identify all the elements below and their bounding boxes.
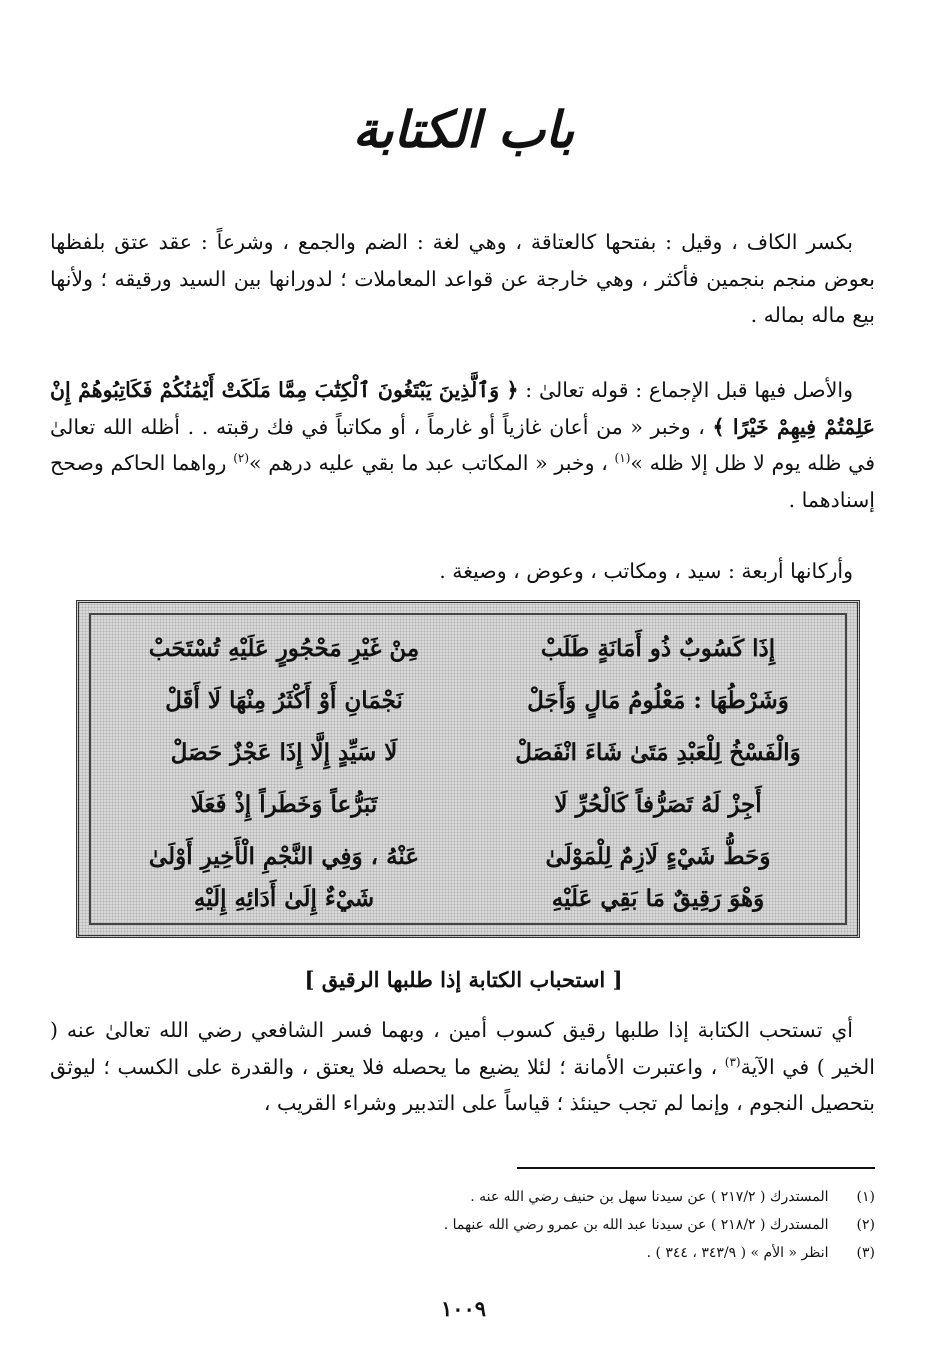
footnote-ref-1[interactable]: (١) <box>614 451 631 466</box>
poem-verse <box>91 739 851 789</box>
evidence-intro: والأصل فيها قبل الإجماع : قوله تعالىٰ : <box>518 378 853 402</box>
verse-first-hemistich: وَهْوَ رَقِيقٌ مَا بَقِي عَلَيْهِ <box>551 885 765 912</box>
footnote-number: (٣) <box>856 1245 875 1261</box>
poem-frame <box>89 613 847 925</box>
poem-box <box>76 600 860 938</box>
paragraph-pillars: وأركانها أربعة : سيد ، ومكاتب ، وعوض ، وصيغة . <box>439 559 853 583</box>
footnote-divider <box>517 1167 875 1169</box>
footnote <box>50 1183 875 1211</box>
footnote-text: انظر « الأم » ( ٣٤٣/٩ ، ٣٤٤ ) . <box>646 1245 829 1261</box>
footnote-text: المستدرك ( ٢١٧/٢ ) عن سيدنا سهل بن حنيف رضي الله عنه . <box>470 1189 829 1205</box>
verse-second-hemistich: عَنْهُ ، وَفِي النَّجْمِ الْأَخِيرِ أَوْلَىٰ <box>148 843 420 870</box>
paragraph-definition: بكسر الكاف ، وقيل : بفتحها كالعتاقة ، وهي لغة : الضم والجمع ، وشرعاً : عقد عتق بلفظها بعوض منجم بنجمين فأكثر ، وهي خارجة عن قواعد المعاملات ؛ لدورانها بين السيد ورقيقه ؛ ولأنها بيع ماله بماله . <box>50 230 875 327</box>
verse-second-hemistich: نَجْمَانِ أَوْ أَكْثَرُ مِنْهَا لَا أَقَلْ <box>165 687 403 714</box>
verse-first-hemistich: وَحَطُّ شَيْءٍ لَازِمٌ لِلْمَوْلَىٰ <box>545 843 771 870</box>
paragraph-recommendation <box>50 1012 875 1122</box>
footnote <box>50 1211 875 1239</box>
poem-verse <box>91 687 851 737</box>
poem-verse <box>91 791 851 841</box>
poem-verse <box>91 635 851 685</box>
evidence-end: رواهما الحاكم وصحح إسنادهما . <box>50 451 875 512</box>
footnote-text: المستدرك ( ٢١٨/٢ ) عن سيدنا عبد الله بن عمرو رضي الله عنهما . <box>443 1217 829 1233</box>
verse-first-hemistich: وَشَرْطُهَا : مَعْلُومُ مَالٍ وَأَجَلْ <box>527 687 789 714</box>
chapter-title: باب الكتابة <box>352 100 575 159</box>
hadith-one: ، وخبر « من أعان غازياً أو غارماً ، أو مكاتباً في فك رقبته . . أظله الله تعالىٰ في ظله يوم لا ظل إلا ظله » <box>50 414 876 475</box>
footnote-number: (٢) <box>856 1217 875 1233</box>
footnote-ref-2[interactable]: (٢) <box>233 451 250 466</box>
recommendation-text-a: أي تستحب الكتابة إذا طلبها رقيق كسوب أمين ، وبهما فسر الشافعي رضي الله تعالىٰ عنه ( الخير ) في الآية <box>50 1018 875 1079</box>
verse-second-hemistich: شَيْءٌ إِلَىٰ أَدَائِهِ إِلَيْهِ <box>193 885 375 912</box>
verse-first-hemistich: إِذَا كَسُوبٌ ذُو أَمَانَةٍ طَلَبْ <box>540 635 776 662</box>
footnote-ref-3[interactable]: (٣) <box>724 1054 741 1069</box>
footnotes <box>50 1183 875 1267</box>
poem-verse <box>91 885 851 935</box>
footnote-number: (١) <box>856 1189 875 1205</box>
verse-first-hemistich: أَجِزْ لَهُ تَصَرُّفاً كَالْحُرِّ لَا <box>554 791 762 818</box>
verse-second-hemistich: تَبَرُّعاً وَخَطَراً إِذْ فَعَلَا <box>190 791 378 818</box>
paragraph-evidence <box>50 372 875 518</box>
verse-second-hemistich: مِنْ غَيْرِ مَحْجُورٍ عَلَيْهِ تُسْتَحَبْ <box>148 635 420 662</box>
hadith-two: ، وخبر « المكاتب عبد ما بقي عليه درهم » <box>249 451 615 475</box>
footnote <box>50 1239 875 1267</box>
verse-first-hemistich: وَالْفَسْخُ لِلْعَبْدِ مَتَىٰ شَاءَ انْفَصَلْ <box>515 739 801 766</box>
verse-second-hemistich: لَا سَيِّدٍ إِلَّا إِذَا عَجْزٌ حَصَلْ <box>170 739 398 766</box>
recommendation-text-b: ، واعتبرت الأمانة ؛ لئلا يضيع ما يحصله فلا يعتق ، والقدرة على الكسب ؛ ليوثق بتحصيل النجوم ، وإنما لم تجب حينئذ ؛ قياساً على التدبير وشراء القريب ، <box>50 1054 875 1115</box>
section-heading: [ استحباب الكتابة إذا طلبها الرقيق ] <box>304 967 623 992</box>
page-number: ١٠٠٩ <box>440 1296 487 1321</box>
quran-verse: ﴿ وَٱلَّذِينَ يَبْتَغُونَ ٱلْكِتَٰبَ مِمَّا مَلَكَتْ أَيْمَٰنُكُمْ فَكَاتِبُوهُمْ إِنْ عَلِمْتُمْ فِيهِمْ خَيْرًا ﴾ <box>50 378 875 439</box>
